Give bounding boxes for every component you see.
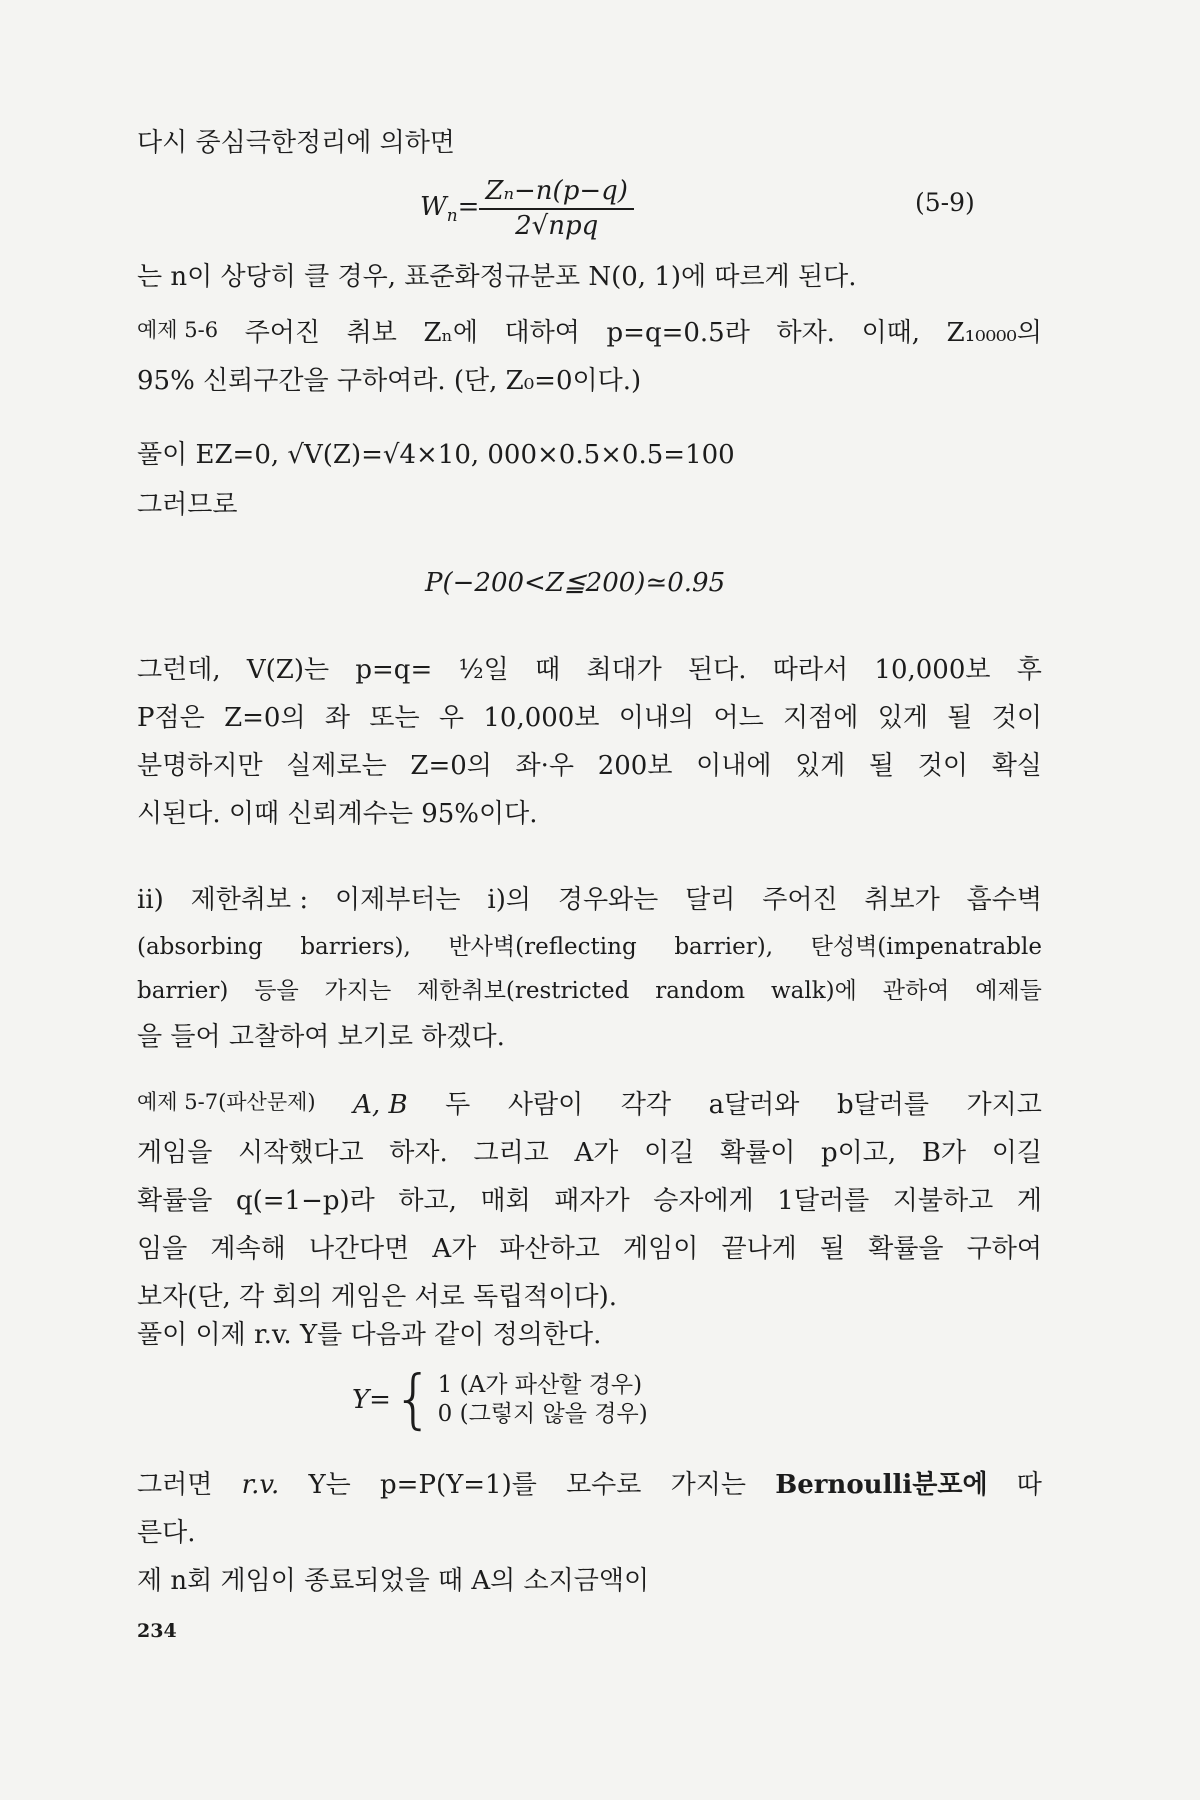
equation-5-9: [420, 176, 634, 242]
text-word: 200보: [597, 751, 673, 781]
text-word: 후: [1016, 655, 1042, 685]
text-word: A가: [432, 1234, 477, 1264]
intro-line: 다시 중심극한정리에 의하면: [137, 128, 455, 158]
cases: [438, 1371, 648, 1429]
equation-number: (5-9): [915, 188, 975, 217]
text-word: 예제 5-6: [137, 318, 219, 342]
text-word: 나간다면: [308, 1234, 410, 1264]
text-word: 게임이: [622, 1234, 699, 1264]
paragraph-1-line-2: [137, 703, 1042, 734]
text-word: 좌: [324, 703, 351, 733]
text-word: 따라서: [772, 655, 849, 685]
text-word: 제한취보(restricted: [417, 978, 630, 1004]
text-word: 우: [438, 703, 465, 733]
text-word: A가: [574, 1138, 619, 1168]
paragraph-2-line-2: [137, 934, 1042, 962]
text-word: 이제부터는: [334, 885, 461, 915]
text-word: 취보가: [864, 885, 940, 915]
text-word: 1달러를: [777, 1186, 870, 1216]
text-word: 지점에: [783, 703, 859, 733]
text-word: 제한취보 :: [190, 885, 309, 915]
text-word: 파산하고: [499, 1234, 600, 1264]
text-word: 반사벽(reflecting: [448, 934, 637, 960]
example-5-7-line-5: 보자(단, 각 회의 게임은 서로 독립적이다).: [137, 1282, 617, 1312]
text-word: ½일: [458, 655, 509, 685]
text-word: 예제 5-7(파산문제): [137, 1090, 316, 1114]
text-word: 계속해: [210, 1234, 286, 1264]
text-word: 임을: [137, 1234, 188, 1264]
text-word: 사람이: [507, 1090, 584, 1120]
text-word: 패자가: [554, 1186, 630, 1216]
text-word: 따: [1016, 1470, 1042, 1500]
text-word: 이내에: [696, 751, 772, 781]
example-5-7-line-1: [137, 1090, 1042, 1121]
eq-numerator: Zₙ−n(p−q): [479, 176, 634, 210]
text-word: 취보: [346, 318, 397, 348]
text-word: 하자.: [776, 318, 835, 348]
text-word: Z=0의: [224, 703, 306, 733]
text-word: 승자에게: [653, 1186, 754, 1216]
text-word: 가지고: [966, 1090, 1042, 1120]
text-word: Y는: [308, 1470, 351, 1500]
text-word: 주어진: [244, 318, 321, 348]
text-word: 두: [445, 1090, 471, 1120]
text-word: 그런데,: [137, 655, 221, 685]
text-word: 구하여: [966, 1234, 1042, 1264]
text-word: 또는: [369, 703, 420, 733]
text-word: i)의: [487, 885, 531, 915]
text-word: 게: [1016, 1186, 1042, 1216]
text-word: 그리고: [473, 1138, 549, 1168]
case-1: 1 (A가 파산할 경우): [437, 1372, 643, 1399]
text-word: 어느: [713, 703, 764, 733]
paragraph-2-line-4: 을 들어 고찰하여 보기로 하겠다.: [137, 1022, 505, 1052]
eq-fraction: [479, 176, 634, 242]
text-word: a달러와: [708, 1090, 800, 1120]
text-word: Z₁₀₀₀₀의: [946, 318, 1042, 348]
paragraph-1-line-3: [137, 751, 1042, 782]
page-number: 234: [137, 1620, 177, 1642]
text-word: p=q=: [355, 655, 433, 685]
text-word: p=P(Y=1)를: [380, 1470, 537, 1500]
text-word: 흡수벽: [966, 885, 1042, 915]
text-word: 확률을: [868, 1234, 944, 1264]
example-5-7-line-3: [137, 1186, 1042, 1217]
text-word: 확률을: [137, 1186, 213, 1216]
text-word: 될: [869, 751, 895, 781]
text-word: 있게: [795, 751, 846, 781]
text-word: 끝나게: [721, 1234, 797, 1264]
text-word: 될: [947, 703, 973, 733]
text-word: 달리: [685, 885, 736, 915]
text-word: B가: [921, 1138, 967, 1168]
eq-lhs: $W_n=$: [420, 192, 480, 226]
case-2: 0 (그렇지 않을 경우): [437, 1401, 648, 1427]
text-word: 가지는: [324, 978, 392, 1004]
solution-1-line-1: 풀이 EZ=0, √V(Z)=√4×10, 000×0.5×0.5=100: [137, 440, 735, 470]
text-word: barrier),: [674, 934, 773, 960]
probability-statement: P(−200<Z≦200)≃0.95: [425, 568, 726, 598]
text-word: Z=0의: [410, 751, 492, 781]
text-word: 그러면: [137, 1470, 213, 1500]
text-word: 분명하지만: [137, 751, 263, 781]
text-word: 이내의: [618, 703, 695, 733]
text-word: walk)에: [770, 978, 857, 1004]
paragraph-2-line-1: [137, 885, 1042, 916]
text-word: 확률이: [719, 1138, 796, 1168]
text-word: 것이: [991, 703, 1042, 733]
text-word: r.v.: [241, 1470, 280, 1500]
text-word: 이길: [644, 1138, 695, 1168]
text-word: 된다.: [688, 655, 747, 685]
example-5-7-line-4: [137, 1234, 1042, 1265]
example-5-6-line-1: [137, 318, 1042, 349]
text-word: barriers),: [300, 934, 411, 960]
paragraph-3-line-1: [137, 1470, 1042, 1501]
paragraph-1-line-1: [137, 655, 1042, 686]
text-word: barrier): [137, 978, 229, 1004]
text-word: 지불하고: [892, 1186, 994, 1216]
paragraph-2-line-3: [137, 978, 1042, 1006]
solution-2-line-1: 풀이 이제 r.v. Y를 다음과 같이 정의한다.: [137, 1320, 602, 1350]
text-word: 각각: [620, 1090, 671, 1120]
text-word: 탄성벽(impenatrable: [810, 934, 1042, 960]
text-word: 대하여: [504, 318, 580, 348]
example-5-6-line-2: 95% 신뢰구간을 구하여라. (단, Z₀=0이다.): [137, 366, 642, 396]
text-word: ii): [137, 885, 164, 915]
text-word: 확실: [991, 751, 1042, 781]
text-word: 모수로: [566, 1470, 642, 1500]
text-word: 10,000보: [874, 655, 991, 685]
paragraph-3-line-2: 른다.: [137, 1518, 196, 1548]
eq-denominator: 2√npq: [515, 211, 599, 242]
text-word: 하자.: [389, 1138, 448, 1168]
text-word: 관하여: [882, 978, 950, 1004]
paragraph-3-line-3: 제 n회 게임이 종료되었을 때 A의 소지금액이: [137, 1566, 650, 1596]
text-word: 이길: [991, 1138, 1042, 1168]
text-word: 실제로는: [286, 751, 387, 781]
text-word: 가지는: [670, 1470, 746, 1500]
text-word: random: [655, 978, 746, 1004]
text-word: q(=1−p)라: [235, 1186, 375, 1216]
left-brace: {: [392, 1363, 434, 1437]
text-word: b달러를: [836, 1090, 929, 1120]
text-word: 이때,: [861, 318, 921, 348]
text-word: 있게: [877, 703, 928, 733]
text-word: 좌·우: [515, 751, 575, 781]
text-word: 경우와는: [557, 885, 659, 915]
piecewise-definition: [352, 1363, 648, 1437]
text-word: 하고,: [398, 1186, 457, 1216]
text-word: 예제들: [975, 978, 1042, 1004]
text-word: p이고,: [821, 1138, 897, 1168]
text-word: 시작했다고: [238, 1138, 364, 1168]
text-word: (absorbing: [137, 934, 263, 960]
text-word: Bernoulli분포에: [775, 1470, 988, 1500]
text-word: P점은: [137, 703, 205, 733]
text-word: Zₙ에: [423, 318, 478, 348]
text-word: 10,000보: [483, 703, 600, 733]
text-word: 게임을: [137, 1138, 213, 1168]
text-word: 최대가: [586, 655, 662, 685]
text-word: 것이: [917, 751, 969, 781]
after-equation-line: 는 n이 상당히 클 경우, 표준화정규분포 N(0, 1)에 따르게 된다.: [137, 262, 857, 292]
solution-1-line-2: 그러므로: [137, 490, 238, 520]
paragraph-1-line-4: 시된다. 이때 신뢰계수는 95%이다.: [137, 799, 538, 829]
text-word: 주어진: [762, 885, 838, 915]
text-word: p=q=0.5라: [606, 318, 750, 348]
y-lhs: Y=: [352, 1385, 391, 1415]
text-word: V(Z)는: [246, 655, 330, 685]
text-word: 때: [535, 655, 561, 685]
text-word: 매회: [480, 1186, 531, 1216]
text-word: 등을: [254, 978, 299, 1004]
example-5-7-line-2: [137, 1138, 1042, 1169]
text-word: 될: [819, 1234, 846, 1264]
text-word: A, B: [353, 1090, 408, 1120]
